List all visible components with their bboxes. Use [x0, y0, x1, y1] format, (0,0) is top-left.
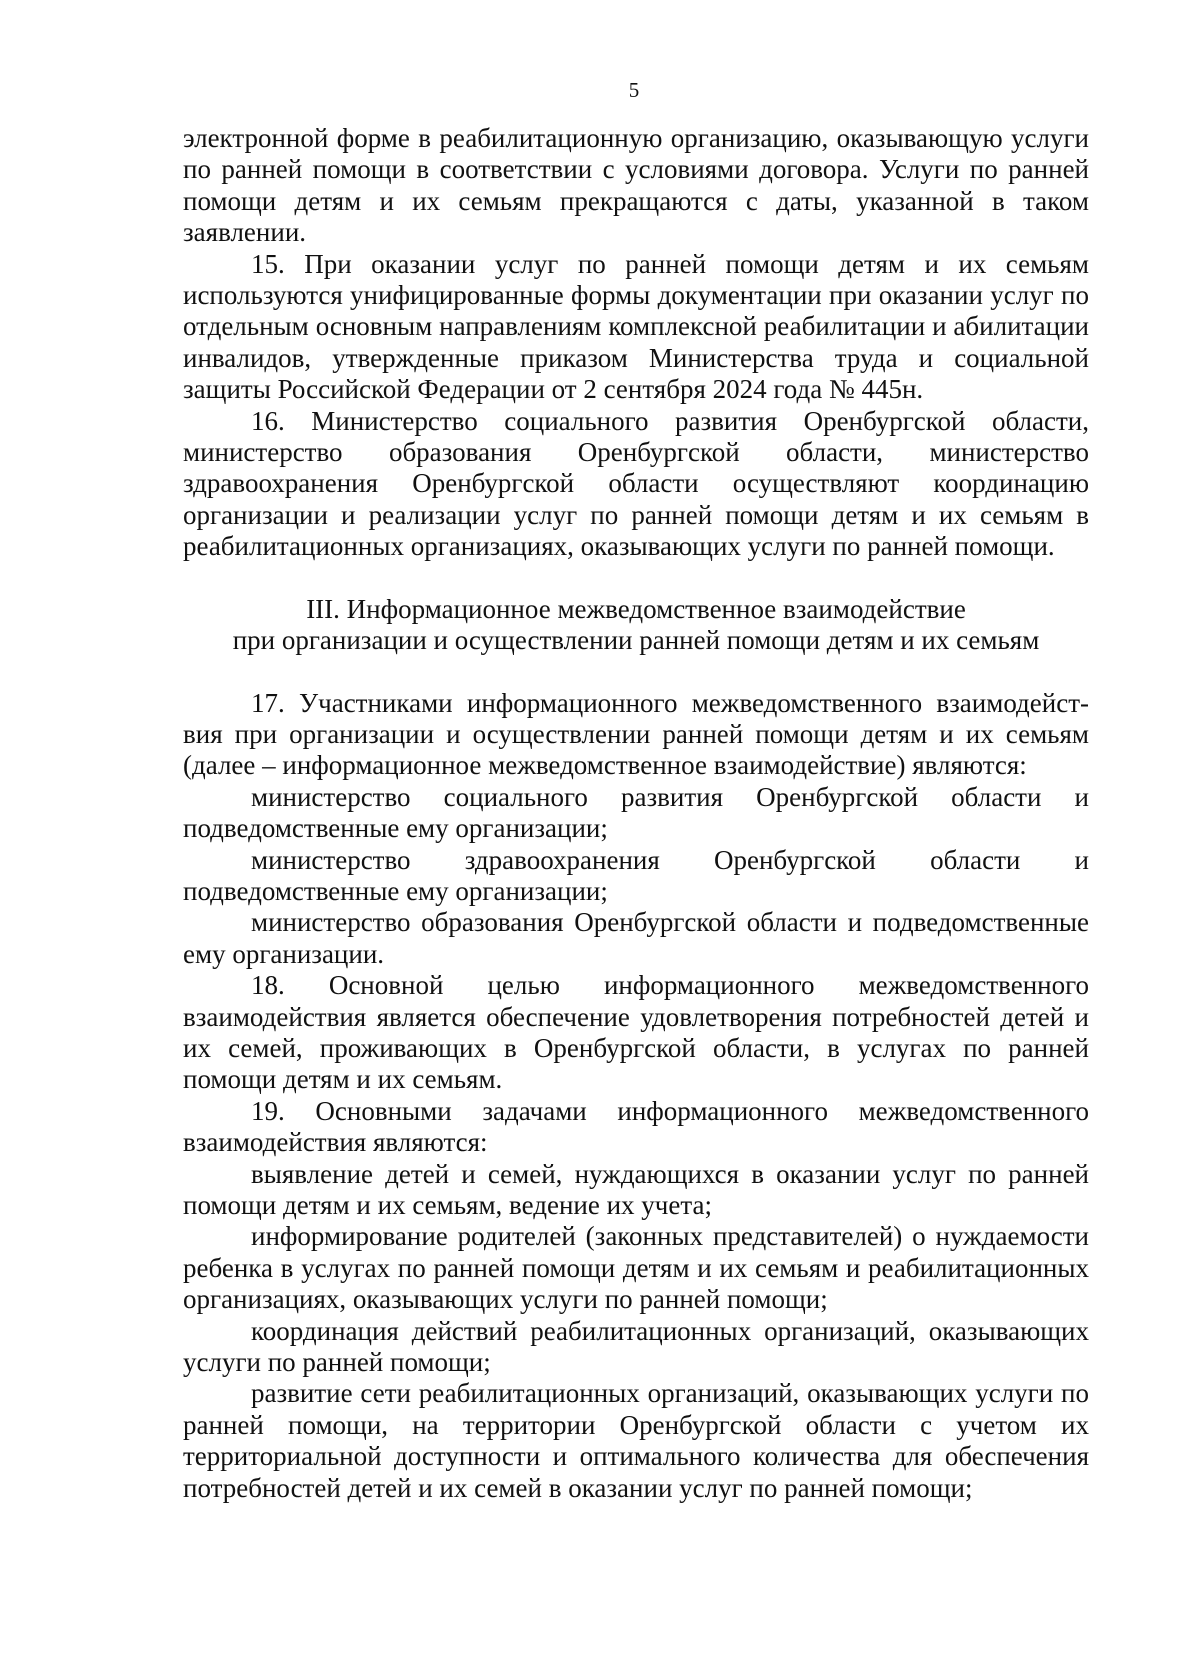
paragraph-19-item-2: информирование родителей (законных представителей) о нуждаемости ребенка в услугах по ранней помощи детям и их семьям и реабилитационных организациях, оказывающих услуги по ранней помощи;: [183, 1221, 1089, 1315]
paragraph-continuation: электронной форме в реабилитационную организацию, оказывающую услуги по ранней помощи в соответствии с условиями договора. Услуги по ранней помощи детям и их семьям прекращаются с даты, указанной в таком заявлении.: [183, 123, 1089, 248]
section-heading-line-2: при организации и осуществлении ранней помощи детям и их семьям: [232, 625, 1040, 656]
paragraph-19-item-1: выявление детей и семей, нуждающихся в оказании услуг по ранней помощи детям и их семьям, ведение их учета;: [183, 1158, 1089, 1220]
paragraph-15: 15. При оказании услуг по ранней помощи детям и их семьям используются унифицированные формы документации при оказании услуг по отдельным основным направлениям комплексной реабилитации и абилитации инвалидов, утвержденные приказом Министерства труда и социальной защиты Российской Федерации от 2 сентября 2024 года № 445н.: [183, 248, 1089, 405]
paragraph-19: 19. Основными задачами информационного межведомственного взаимодействия являются:: [183, 1095, 1089, 1158]
paragraph-19-item-3: координация действий реабилитационных организаций, оказывающих услуги по ранней помощи;: [183, 1315, 1089, 1378]
paragraph-17-item-2: министерство здравоохранения Оренбургской области и подведомственные ему организации;: [183, 844, 1089, 906]
paragraph-16: 16. Министерство социального развития Оренбургской области, министерство образования Оренбургской области, министерство здравоохранения Оренбургской области осуществляют координацию организации и реализации услуг по ранней помощи детям и их семьям в реабилитационных организациях, оказывающих услуги по ранней помощи.: [183, 405, 1089, 562]
paragraph-19-item-4: развитие сети реабилитационных организаций, оказывающих услуги по ранней помощи, на территории Оренбургской области с учетом их территориальной доступности и оптимального количества для обеспечения потребностей детей и их семей в оказании услуг по ранней помощи;: [183, 1378, 1089, 1503]
section-heading-line-1: III. Информационное межведомственное взаимодействие: [306, 593, 966, 624]
paragraph-17-item-1: министерство социального развития Оренбургской области и подведомственные ему организации;: [183, 781, 1089, 844]
page-number: 5: [628, 78, 640, 102]
paragraph-18: 18. Основной целью информационного межведомственного взаимодействия является обеспечение удовлетворения потребностей детей и их семей, проживающих в Оренбургской области, в услугах по ранней помощи детям и их семьям.: [183, 970, 1089, 1095]
section-heading: [183, 594, 1089, 657]
paragraph-17: 17. Участниками информационного межведомственного взаимодейст-вия при организации и осуществлении ранней помощи детям и их семьям (далее – информационное межведомственное взаимодействие) являются:: [183, 687, 1089, 781]
paragraph-17-item-3: министерство образования Оренбургской области и подведомственные ему организации.: [183, 907, 1089, 969]
document-body: [183, 123, 1089, 1504]
